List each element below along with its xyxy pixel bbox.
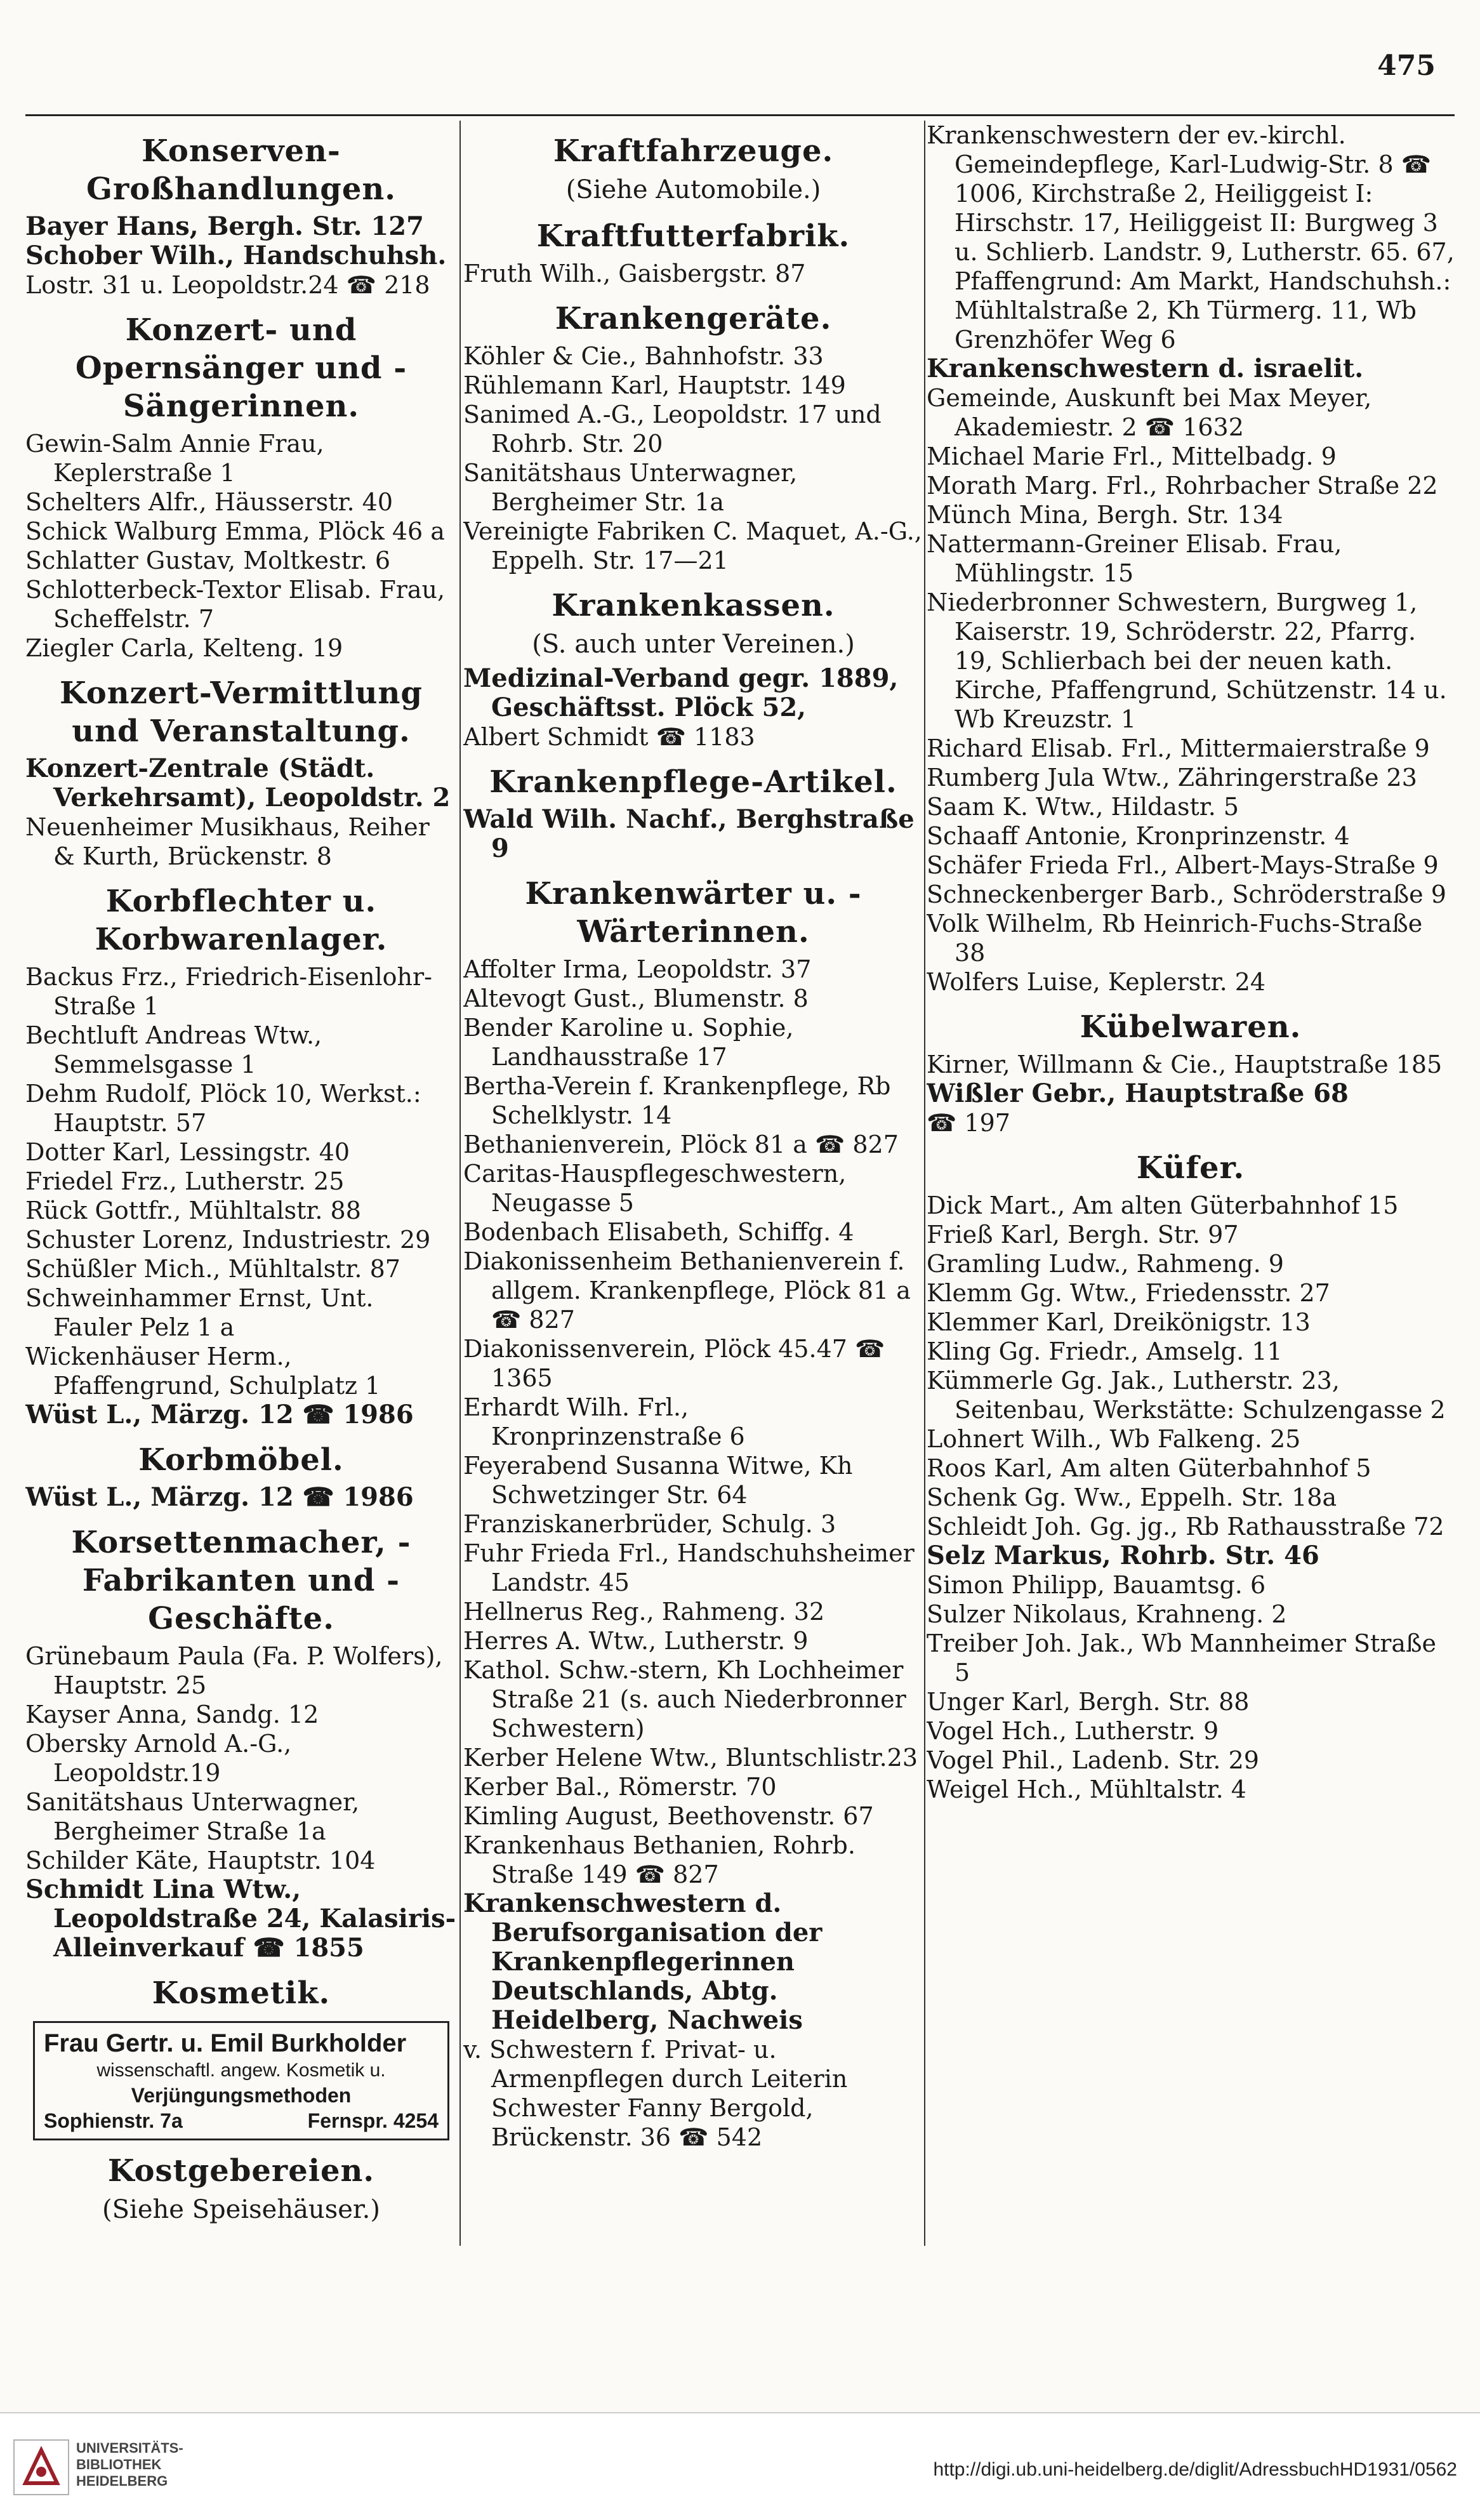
directory-entry-bold: Bayer Hans, Bergh. Str. 127 bbox=[25, 211, 424, 241]
directory-entry: Neuenheimer Musikhaus, Reiher & Kurth, Brückenstr. 8 bbox=[25, 813, 430, 870]
directory-entry: Schlotterbeck-Textor Elisab. Frau, Scheffelstr. 7 bbox=[25, 576, 446, 633]
directory-entry: Rühlemann Karl, Hauptstr. 149 bbox=[463, 371, 846, 399]
directory-entry: Lostr. 31 u. Leopoldstr.24 ☎ 218 bbox=[25, 271, 430, 299]
advertisement-contact bbox=[44, 2108, 439, 2133]
section-heading: Konzert- und Opernsänger und -Sängerinnen. bbox=[75, 312, 407, 424]
directory-entry: Simon Philipp, Bauamtsg. 6 bbox=[927, 1571, 1266, 1599]
directory-entry: Erhardt Wilh. Frl., Kronprinzenstraße 6 bbox=[463, 1393, 745, 1450]
directory-entry: Klemmer Karl, Dreikönigstr. 13 bbox=[927, 1308, 1311, 1336]
footer-bar bbox=[0, 2412, 1480, 2520]
advertisement-line: wissenschaftl. angew. Kosmetik u. bbox=[96, 2060, 386, 2081]
column-left bbox=[25, 121, 457, 2227]
directory-entry: Wolfers Luise, Keplerstr. 24 bbox=[927, 968, 1266, 996]
directory-entry: Diakonissenheim Bethanienverein f. allgem. Krankenpflege, Plöck 81 a ☎ 827 bbox=[463, 1247, 911, 1334]
directory-entry: Sanitätshaus Unterwagner, Bergheimer Str. 1a bbox=[463, 459, 798, 516]
directory-entry: Lohnert Wilh., Wb Falkeng. 25 bbox=[927, 1425, 1301, 1453]
directory-entry: Altevogt Gust., Blumenstr. 8 bbox=[463, 985, 809, 1012]
directory-entry: Vereinigte Fabriken C. Maquet, A.-G., Eppelh. Str. 17—21 bbox=[463, 517, 922, 574]
column-divider bbox=[459, 121, 461, 2246]
section-heading: Korbmöbel. bbox=[138, 1442, 344, 1478]
directory-entry: Kerber Bal., Römerstr. 70 bbox=[463, 1773, 777, 1801]
directory-entry: Schäfer Frieda Frl., Albert-Mays-Straße 9 bbox=[927, 851, 1439, 879]
university-library-logo bbox=[13, 2439, 70, 2496]
directory-entry: Wickenhäuser Herm., Pfaffengrund, Schulplatz 1 bbox=[25, 1343, 381, 1400]
directory-entry: Albert Schmidt ☎ 1183 bbox=[463, 723, 755, 751]
advertisement-phone: Fernspr. 4254 bbox=[307, 2109, 439, 2132]
directory-entry: Obersky Arnold A.-G., Leopoldstr.19 bbox=[25, 1730, 292, 1787]
column-right bbox=[927, 121, 1455, 2227]
directory-entry: Sanitätshaus Unterwagner, Bergheimer Straße 1a bbox=[25, 1788, 360, 1845]
directory-entry-bold: Medizinal-Verband gegr. 1889, Geschäftsst. Plöck 52, bbox=[463, 663, 899, 722]
section-heading: Krankenwärter u. -Wärterinnen. bbox=[525, 876, 862, 950]
directory-entry: Sanimed A.-G., Leopoldstr. 17 und Rohrb. Str. 20 bbox=[463, 401, 882, 458]
header-rule bbox=[25, 114, 1455, 116]
directory-entry: Kirner, Willmann & Cie., Hauptstraße 185 bbox=[927, 1051, 1443, 1078]
directory-entry: Kathol. Schw.-stern, Kh Lochheimer Straße 21 (s. auch Niederbronner Schwestern) bbox=[463, 1656, 906, 1742]
library-name bbox=[76, 2440, 183, 2490]
directory-entry: Diakonissenverein, Plöck 45.47 ☎ 1365 bbox=[463, 1335, 885, 1392]
directory-entry: Fruth Wilh., Gaisbergstr. 87 bbox=[463, 260, 806, 288]
section-heading: Konzert-Vermittlung und Veranstaltung. bbox=[60, 675, 423, 749]
directory-entry: Bender Karoline u. Sophie, Landhausstraße 17 bbox=[463, 1014, 794, 1071]
directory-entry: Treiber Joh. Jak., Wb Mannheimer Straße 5 bbox=[927, 1629, 1436, 1687]
directory-entry: Vogel Hch., Lutherstr. 9 bbox=[927, 1717, 1219, 1745]
directory-entry: Bertha-Verein f. Krankenpflege, Rb Schelklystr. 14 bbox=[463, 1072, 891, 1129]
directory-entry: Bethanienverein, Plöck 81 a ☎ 827 bbox=[463, 1131, 899, 1158]
directory-entry-bold: Wald Wilh. Nachf., Berghstraße 9 bbox=[463, 804, 915, 863]
section-heading: Kosmetik. bbox=[152, 1975, 331, 2011]
section-heading: Krankenpflege-Artikel. bbox=[489, 764, 897, 800]
directory-entry: Bechtluft Andreas Wtw., Semmelsgasse 1 bbox=[25, 1021, 322, 1078]
section-heading: Kraftfutterfabrik. bbox=[536, 218, 850, 254]
section-heading: Kraftfahrzeuge. bbox=[553, 133, 834, 169]
directory-entry: Hellnerus Reg., Rahmeng. 32 bbox=[463, 1598, 825, 1626]
directory-entry: Kerber Helene Wtw., Bluntschlistr.23 bbox=[463, 1744, 918, 1772]
directory-entry: Michael Marie Frl., Mittelbadg. 9 bbox=[927, 442, 1337, 470]
directory-entry: Schleidt Joh. Gg. jg., Rb Rathausstraße 72 bbox=[927, 1513, 1444, 1541]
directory-entry: Frieß Karl, Bergh. Str. 97 bbox=[927, 1221, 1239, 1249]
directory-entry: Saam K. Wtw., Hildastr. 5 bbox=[927, 793, 1239, 821]
directory-entry: Richard Elisab. Frl., Mittermaierstraße 9 bbox=[927, 734, 1430, 762]
directory-entry: Krankenschwestern der ev.-kirchl. Gemeindepflege, Karl-Ludwig-Str. 8 ☎ 1006, Kirchstraße 2, Heiliggeist I: Hirschstr. 17, Heiliggeist II: Burgweg 3 u. Schlierb. Landstr. 9, Lutherstr. 65. 67, Pfaffengrund: Am Markt, Handschuhsh.: Mühltalstraße 2, Kh Türmerg. 11, Wb Grenzhöfer Weg 6 bbox=[927, 121, 1455, 354]
directory-entry-bold: Krankenschwestern d. israelit. bbox=[927, 354, 1364, 383]
directory-entry: Kimling August, Beethovenstr. 67 bbox=[463, 1802, 874, 1830]
directory-entry: Krankenhaus Bethanien, Rohrb. Straße 149 ☎ 827 bbox=[463, 1831, 856, 1888]
directory-entry: Caritas-Hauspflegeschwestern, Neugasse 5 bbox=[463, 1160, 847, 1217]
advertisement-line: Verjüngungsmethoden bbox=[131, 2084, 352, 2107]
directory-entry: Schenk Gg. Ww., Eppelh. Str. 18a bbox=[927, 1483, 1337, 1511]
page-number: 475 bbox=[1377, 50, 1436, 82]
directory-entry-bold: Wüst L., Märzg. 12 ☎ 1986 bbox=[25, 1482, 414, 1512]
library-name-line: HEIDELBERG bbox=[76, 2473, 168, 2489]
directory-entry: Schilder Käte, Hauptstr. 104 bbox=[25, 1847, 376, 1874]
directory-entry: Friedel Frz., Lutherstr. 25 bbox=[25, 1167, 345, 1195]
directory-entry: Schweinhammer Ernst, Unt. Fauler Pelz 1 a bbox=[25, 1284, 374, 1341]
directory-entry: Unger Karl, Bergh. Str. 88 bbox=[927, 1688, 1250, 1716]
directory-entry: Rumberg Jula Wtw., Zähringerstraße 23 bbox=[927, 764, 1417, 792]
directory-entry: Schuster Lorenz, Industriestr. 29 bbox=[25, 1226, 431, 1254]
column-middle bbox=[463, 121, 923, 2227]
directory-entry: Backus Frz., Friedrich-Eisenlohr-Straße 1 bbox=[25, 963, 433, 1020]
directory-entry: Münch Mina, Bergh. Str. 134 bbox=[927, 501, 1283, 529]
section-note: (S. auch unter Vereinen.) bbox=[532, 630, 855, 659]
directory-entry: Gemeinde, Auskunft bei Max Meyer, Akademiestr. 2 ☎ 1632 bbox=[927, 384, 1372, 441]
directory-entry: Feyerabend Susanna Witwe, Kh Schwetzinger Str. 64 bbox=[463, 1452, 853, 1509]
directory-entry: ☎ 197 bbox=[927, 1109, 1010, 1137]
section-heading: Kostgebereien. bbox=[107, 2153, 375, 2189]
directory-entry: Dehm Rudolf, Plöck 10, Werkst.: Hauptstr. 57 bbox=[25, 1080, 421, 1137]
section-heading: Kübelwaren. bbox=[1080, 1009, 1302, 1045]
directory-entry: Roos Karl, Am alten Güterbahnhof 5 bbox=[927, 1454, 1371, 1482]
section-note: (Siehe Speisehäuser.) bbox=[102, 2195, 380, 2224]
directory-entry: Fuhr Frieda Frl., Handschuhsheimer Landstr. 45 bbox=[463, 1539, 915, 1596]
directory-entry-bold: Konzert-Zentrale (Städt. Verkehrsamt), Leopoldstr. 2 bbox=[25, 753, 451, 812]
directory-entry-bold: Krankenschwestern d. Berufsorganisation der Krankenpflegerinnen Deutschlands, Abtg. Heidelberg, Nachweis bbox=[463, 1888, 823, 2035]
directory-entry: Niederbronner Schwestern, Burgweg 1, Kaiserstr. 19, Schröderstr. 22, Pfarrg. 19, Schlierbach bei der neuen kath. Kirche, Pfaffengrund, Schützenstr. 14 u. Wb Kreuzstr. 1 bbox=[927, 588, 1447, 733]
directory-entry: Schaaff Antonie, Kronprinzenstr. 4 bbox=[927, 822, 1350, 850]
section-note: (Siehe Automobile.) bbox=[565, 175, 821, 204]
directory-entry: Morath Marg. Frl., Rohrbacher Straße 22 bbox=[927, 472, 1438, 500]
library-name-line: UNIVERSITÄTS- bbox=[76, 2440, 183, 2456]
directory-entry-bold: Wißler Gebr., Hauptstraße 68 bbox=[927, 1078, 1349, 1108]
directory-entry: Nattermann-Greiner Elisab. Frau, Mühlingstr. 15 bbox=[927, 530, 1342, 587]
directory-entry-bold: Schmidt Lina Wtw., Leopoldstraße 24, Kalasiris-Alleinverkauf ☎ 1855 bbox=[25, 1874, 456, 1963]
directory-entry: Bodenbach Elisabeth, Schiffg. 4 bbox=[463, 1218, 854, 1246]
section-heading: Konserven-Großhandlungen. bbox=[86, 133, 396, 207]
directory-entry: v. Schwestern f. Privat- u. Armenpflegen durch Leiterin Schwester Fanny Bergold, Brückenstr. 36 ☎ 542 bbox=[463, 2036, 848, 2151]
section-heading: Korbflechter u. Korbwarenlager. bbox=[95, 884, 388, 957]
directory-entry-bold: Wüst L., Märzg. 12 ☎ 1986 bbox=[25, 1400, 414, 1429]
directory-entry: Affolter Irma, Leopoldstr. 37 bbox=[463, 955, 812, 983]
column-divider bbox=[924, 121, 925, 2246]
directory-entry: Weigel Hch., Mühltalstr. 4 bbox=[927, 1775, 1246, 1803]
directory-entry: Dotter Karl, Lessingstr. 40 bbox=[25, 1138, 350, 1166]
directory-entry: Kling Gg. Friedr., Amselg. 11 bbox=[927, 1337, 1283, 1365]
directory-entry: Schüßler Mich., Mühltalstr. 87 bbox=[25, 1255, 400, 1283]
directory-entry-bold: Schober Wilh., Handschuhsh. bbox=[25, 241, 447, 270]
directory-entry: Vogel Phil., Ladenb. Str. 29 bbox=[927, 1746, 1259, 1774]
source-url[interactable]: http://digi.ub.uni-heidelberg.de/diglit/AdressbuchHD1931/0562 bbox=[933, 2459, 1457, 2480]
section-heading: Krankenkassen. bbox=[552, 588, 835, 623]
section-heading: Küfer. bbox=[1136, 1150, 1245, 1186]
advertisement-box bbox=[33, 2021, 449, 2140]
section-heading: Korsettenmacher, -Fabrikanten und -Geschäfte. bbox=[71, 1525, 411, 1636]
directory-entry: Ziegler Carla, Kelteng. 19 bbox=[25, 634, 343, 662]
directory-entry: Rück Gottfr., Mühltalstr. 88 bbox=[25, 1197, 361, 1224]
section-heading: Krankengeräte. bbox=[555, 301, 832, 336]
directory-entry: Köhler & Cie., Bahnhofstr. 33 bbox=[463, 342, 824, 370]
directory-entry: Schick Walburg Emma, Plöck 46 a bbox=[25, 517, 445, 545]
directory-entry: Schlatter Gustav, Moltkestr. 6 bbox=[25, 547, 391, 574]
advertisement-address: Sophienstr. 7a bbox=[44, 2109, 183, 2132]
directory-entry: Gramling Ludw., Rahmeng. 9 bbox=[927, 1250, 1284, 1278]
advertisement-line: Frau Gertr. u. Emil Burkholder bbox=[44, 2029, 407, 2057]
library-name-line: BIBLIOTHEK bbox=[76, 2457, 162, 2472]
directory-entry: Schelters Alfr., Häusserstr. 40 bbox=[25, 488, 393, 516]
directory-entry: Grünebaum Paula (Fa. P. Wolfers), Hauptstr. 25 bbox=[25, 1642, 443, 1699]
directory-entry: Sulzer Nikolaus, Krahneng. 2 bbox=[927, 1600, 1287, 1628]
directory-entry-bold: Selz Markus, Rohrb. Str. 46 bbox=[927, 1541, 1319, 1570]
directory-entry: Klemm Gg. Wtw., Friedensstr. 27 bbox=[927, 1279, 1330, 1307]
directory-entry: Schneckenberger Barb., Schröderstraße 9 bbox=[927, 880, 1446, 908]
directory-entry: Kayser Anna, Sandg. 12 bbox=[25, 1701, 319, 1728]
directory-entry: Gewin-Salm Annie Frau, Keplerstraße 1 bbox=[25, 430, 324, 487]
directory-entry: Herres A. Wtw., Lutherstr. 9 bbox=[463, 1627, 809, 1655]
directory-entry: Kümmerle Gg. Jak., Lutherstr. 23, Seitenbau, Werkstätte: Schulzengasse 2 bbox=[927, 1367, 1446, 1424]
directory-entry: Dick Mart., Am alten Güterbahnhof 15 bbox=[927, 1191, 1399, 1219]
directory-entry: Franziskanerbrüder, Schulg. 3 bbox=[463, 1510, 836, 1538]
directory-entry: Volk Wilhelm, Rb Heinrich-Fuchs-Straße 38 bbox=[927, 910, 1423, 967]
